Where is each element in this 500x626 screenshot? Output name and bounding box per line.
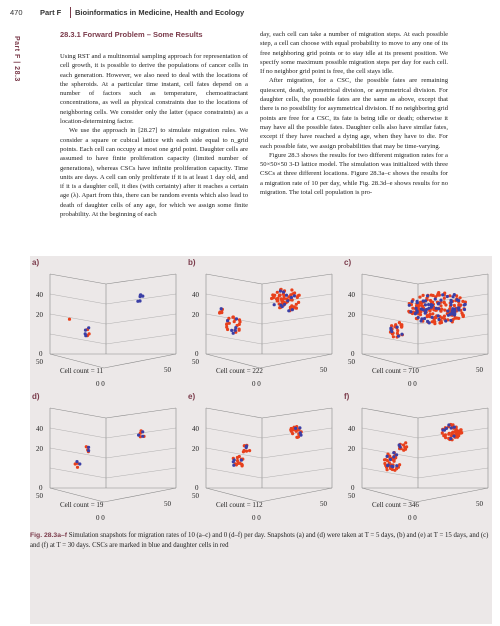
daughter-cell-point	[411, 307, 414, 310]
header-divider	[70, 7, 71, 18]
csc-point	[397, 335, 400, 338]
daughter-cell-point	[290, 304, 293, 307]
daughter-cell-point	[295, 430, 298, 433]
grid-line	[106, 468, 176, 478]
csc-point	[386, 464, 389, 467]
daughter-cell-point	[461, 300, 464, 303]
daughter-cell-point	[459, 432, 462, 435]
axis-line	[262, 274, 332, 284]
figure-panel-d	[30, 392, 182, 520]
csc-point	[395, 464, 398, 467]
tick-label: 0 0	[252, 514, 261, 520]
csc-point	[232, 332, 235, 335]
csc-point	[273, 303, 276, 306]
daughter-cell-point	[296, 296, 299, 299]
daughter-cell-point	[68, 318, 71, 321]
running-header	[10, 8, 490, 22]
csc-point	[290, 296, 293, 299]
panel-label: e)	[188, 392, 196, 401]
csc-point	[395, 453, 398, 456]
csc-point	[420, 317, 423, 320]
axis-line	[50, 274, 106, 284]
grid-line	[106, 314, 176, 324]
csc-point	[437, 307, 440, 310]
tick-label: 50	[348, 358, 355, 366]
panel-label: f)	[344, 392, 350, 401]
csc-point	[424, 312, 427, 315]
daughter-cell-point	[443, 297, 446, 300]
grid-line	[106, 334, 176, 344]
tick-label: 0 0	[252, 380, 261, 386]
paragraph: Using RST and a multinomial sampling approach for representation of cell growth, it is possible to derive the populations of cancer cells in each generation. However, we also need to deal with the locations of the spheroids. At a particular time instant, cell fates depend on a number of factors such as temperature, chemoattractant concentrations, as well as physical constraints due to the locations of neighboring cells. We consider only the latter (space constraints) as a location-determining factor.	[60, 53, 248, 126]
daughter-cell-point	[248, 449, 251, 452]
tick-label: 20	[192, 445, 199, 453]
daughter-cell-point	[433, 319, 436, 322]
daughter-cell-point	[270, 297, 273, 300]
csc-point	[437, 314, 440, 317]
axis-line	[206, 354, 260, 368]
grid-line	[206, 448, 262, 458]
daughter-cell-point	[238, 455, 241, 458]
csc-point	[235, 317, 238, 320]
tick-label: 40	[348, 291, 355, 299]
daughter-cell-point	[238, 462, 241, 465]
csc-point	[286, 299, 289, 302]
grid-line	[262, 468, 332, 478]
axis-line	[206, 274, 262, 284]
axis-line	[206, 488, 260, 502]
tick-label: 50	[192, 492, 199, 500]
caption-text: Simulation snapshots for migration rates of 10 (a–c) and 0 (d–f) per day. Snapshots (a) and (d) were taken at T = 5 days, (b) and (e) at T = 15 days, and (c) and (f) at T = 30 days. CSCs are marked in blue and daughter cells in red	[30, 532, 489, 549]
csc-point	[450, 426, 453, 429]
csc-point	[416, 301, 419, 304]
csc-point	[414, 312, 417, 315]
tick-label: 0 0	[408, 514, 417, 520]
axis-line	[262, 408, 332, 418]
daughter-cell-point	[444, 303, 447, 306]
csc-point	[282, 290, 285, 293]
csc-point	[141, 435, 144, 438]
tick-label: 50	[476, 366, 483, 374]
daughter-cell-point	[392, 335, 395, 338]
tick-label: 40	[348, 425, 355, 433]
grid-line	[206, 428, 262, 438]
panel-label: c)	[344, 258, 352, 267]
scatter-plot	[342, 270, 494, 386]
daughter-cell-point	[76, 466, 79, 469]
daughter-cell-point	[290, 429, 293, 432]
daughter-cell-point	[238, 320, 241, 323]
grid-line	[206, 468, 262, 478]
tick-label: 50	[192, 358, 199, 366]
daughter-cell-point	[455, 430, 458, 433]
daughter-cell-point	[398, 463, 401, 466]
daughter-cell-point	[243, 449, 246, 452]
csc-point	[422, 299, 425, 302]
csc-point	[139, 293, 142, 296]
csc-point	[427, 303, 430, 306]
grid-line	[362, 428, 418, 438]
csc-point	[291, 308, 294, 311]
csc-point	[234, 329, 237, 332]
daughter-cell-point	[443, 309, 446, 312]
tick-label: 50	[36, 492, 43, 500]
csc-point	[87, 326, 90, 329]
csc-point	[452, 295, 455, 298]
csc-point	[411, 300, 414, 303]
csc-point	[87, 446, 90, 449]
axis-line	[362, 354, 416, 368]
grid-line	[50, 468, 106, 478]
daughter-cell-point	[443, 301, 446, 304]
tick-label: 50	[164, 500, 171, 508]
grid-line	[418, 468, 488, 478]
daughter-cell-point	[293, 291, 296, 294]
csc-point	[434, 298, 437, 301]
text-column-right	[260, 30, 448, 197]
grid-line	[362, 314, 418, 324]
book-title: Bioinformatics in Medicine, Health and Ecology	[75, 8, 245, 17]
csc-point	[453, 312, 456, 315]
tick-label: 0 0	[96, 380, 105, 386]
csc-point	[426, 320, 429, 323]
daughter-cell-point	[88, 332, 91, 335]
daughter-cell-point	[442, 434, 445, 437]
csc-point	[234, 326, 237, 329]
cell-count-label: Cell count = 112	[216, 501, 263, 509]
csc-point	[230, 329, 233, 332]
csc-point	[232, 464, 235, 467]
grid-line	[50, 294, 106, 304]
grid-line	[262, 448, 332, 458]
caption-label: Fig. 28.3a–f	[30, 532, 68, 539]
daughter-cell-point	[225, 326, 228, 329]
axis-line	[50, 408, 106, 418]
axis-line	[50, 354, 104, 368]
csc-point	[293, 294, 296, 297]
daughter-cell-point	[280, 297, 283, 300]
csc-point	[426, 294, 429, 297]
csc-point	[245, 445, 248, 448]
daughter-cell-point	[419, 313, 422, 316]
csc-point	[84, 329, 87, 332]
csc-point	[386, 455, 389, 458]
scatter-plot	[186, 404, 338, 520]
tick-label: 0	[351, 484, 355, 492]
csc-point	[417, 316, 420, 319]
csc-point	[446, 309, 449, 312]
tick-label: 0	[195, 350, 199, 358]
panel-label: d)	[32, 392, 40, 401]
csc-point	[439, 299, 442, 302]
figure-panel-f	[342, 392, 494, 520]
csc-point	[298, 426, 301, 429]
figure-panel-a	[30, 258, 182, 386]
csc-point	[87, 449, 90, 452]
csc-point	[431, 316, 434, 319]
daughter-cell-point	[454, 316, 457, 319]
daughter-cell-point	[232, 315, 235, 318]
csc-point	[136, 300, 139, 303]
csc-point	[283, 303, 286, 306]
grid-line	[50, 314, 106, 324]
tick-label: 0 0	[408, 380, 417, 386]
csc-point	[437, 318, 440, 321]
tick-label: 50	[476, 500, 483, 508]
daughter-cell-point	[460, 312, 463, 315]
grid-line	[418, 448, 488, 458]
csc-point	[449, 299, 452, 302]
csc-point	[431, 304, 434, 307]
daughter-cell-point	[459, 296, 462, 299]
daughter-cell-point	[402, 449, 405, 452]
csc-point	[279, 290, 282, 293]
tick-label: 20	[192, 311, 199, 319]
tick-label: 50	[36, 358, 43, 366]
csc-point	[443, 429, 446, 432]
daughter-cell-point	[422, 294, 425, 297]
side-tab: Part F | 28.3	[13, 36, 20, 82]
section-heading: 28.3.1 Forward Problem – Some Results	[60, 30, 203, 39]
figure-panel-e	[186, 392, 338, 520]
axis-line	[206, 408, 262, 418]
axis-line	[50, 488, 104, 502]
daughter-cell-point	[276, 291, 279, 294]
cell-count-label: Cell count = 710	[372, 367, 419, 375]
daughter-cell-point	[295, 307, 298, 310]
daughter-cell-point	[276, 297, 279, 300]
daughter-cell-point	[238, 328, 241, 331]
csc-point	[400, 333, 403, 336]
tick-label: 0	[195, 484, 199, 492]
daughter-cell-point	[402, 443, 405, 446]
figure-panel-b	[186, 258, 338, 386]
daughter-cell-point	[443, 315, 446, 318]
paragraph: After migration, for a CSC, the possible fates are remaining quiescent, death, symmetrical division, or asymmetrical division. For daughter cells, the possible fates are the same as above, except that there is no possibility for asymmetrical division. If no neighboring grid points are free for a CSC, its fate is being idle or death; otherwise it may have all the possible fates. Daughter cells also have similar fates, except if they have reached a dying age, when they have to die. For each possible fate, we assign probabilities that may be time-varying.	[260, 77, 448, 150]
csc-point	[409, 310, 412, 313]
panel-label: a)	[32, 258, 40, 267]
csc-point	[226, 319, 229, 322]
tick-label: 50	[320, 366, 327, 374]
daughter-cell-point	[459, 303, 462, 306]
daughter-cell-point	[457, 317, 460, 320]
csc-point	[463, 303, 466, 306]
csc-point	[285, 294, 288, 297]
csc-point	[137, 434, 140, 437]
tick-label: 40	[192, 425, 199, 433]
tick-label: 40	[36, 291, 43, 299]
tick-label: 20	[36, 445, 43, 453]
part-label: Part F	[40, 8, 62, 17]
csc-point	[441, 293, 444, 296]
daughter-cell-point	[399, 323, 402, 326]
csc-point	[281, 305, 284, 308]
daughter-cell-point	[439, 304, 442, 307]
csc-point	[437, 302, 440, 305]
grid-line	[106, 448, 176, 458]
csc-point	[447, 423, 450, 426]
daughter-cell-point	[428, 314, 431, 317]
daughter-cell-point	[431, 312, 434, 315]
csc-point	[84, 334, 87, 337]
tick-label: 50	[320, 500, 327, 508]
csc-point	[408, 304, 411, 307]
axis-line	[106, 408, 176, 418]
tick-label: 0	[351, 350, 355, 358]
cell-count-label: Cell count = 19	[60, 501, 104, 509]
csc-point	[75, 460, 78, 463]
grid-line	[418, 334, 488, 344]
csc-point	[390, 465, 393, 468]
figure-caption	[30, 531, 492, 550]
grid-line	[50, 428, 106, 438]
csc-point	[452, 435, 455, 438]
csc-point	[423, 317, 426, 320]
cell-count-label: Cell count = 11	[60, 367, 104, 375]
daughter-cell-point	[295, 436, 298, 439]
panel-label: b)	[188, 258, 196, 267]
scatter-plot	[30, 404, 182, 520]
tick-label: 50	[348, 492, 355, 500]
axis-line	[362, 488, 416, 502]
csc-point	[233, 458, 236, 461]
csc-point	[299, 431, 302, 434]
daughter-cell-point	[418, 296, 421, 299]
tick-label: 40	[36, 425, 43, 433]
daughter-cell-point	[421, 305, 424, 308]
grid-line	[262, 314, 332, 324]
daughter-cell-point	[295, 303, 298, 306]
daughter-cell-point	[279, 294, 282, 297]
csc-point	[392, 455, 395, 458]
scatter-plot	[30, 270, 182, 386]
grid-line	[206, 334, 262, 344]
csc-point	[398, 443, 401, 446]
daughter-cell-point	[290, 288, 293, 291]
csc-point	[444, 319, 447, 322]
csc-point	[457, 308, 460, 311]
grid-line	[50, 448, 106, 458]
csc-point	[389, 458, 392, 461]
paragraph: day, each cell can take a number of migration steps. At each possible step, a cell can choose with equal probability to move to any one of its free neighboring grid points or to stay idle at its present position. We specify some maximum possible migration steps per day for each cell. If no neighbor grid point is free, the cell stays idle.	[260, 31, 448, 76]
cell-count-label: Cell count = 346	[372, 501, 419, 509]
csc-point	[220, 307, 223, 310]
daughter-cell-point	[386, 468, 389, 471]
daughter-cell-point	[441, 431, 444, 434]
axis-line	[106, 274, 176, 284]
daughter-cell-point	[433, 322, 436, 325]
axis-line	[418, 274, 488, 284]
daughter-cell-point	[440, 308, 443, 311]
grid-line	[50, 334, 106, 344]
csc-point	[427, 307, 430, 310]
tick-label: 50	[164, 366, 171, 374]
text-column-left	[60, 30, 248, 219]
figure-panel-c	[342, 258, 494, 386]
paragraph: We use the approach in [28.27] to simulate migration rules. We consider a square or cubical lattice with each side equal to n_grid points. Each cell can occupy at most one grid point. Daughter cells are assumed to have finite proliferation capacity (limited number of generations), whereas CSCs have infinite proliferation capacity. Time units are days. A cell can only proliferate if it is at least 1 day old, and if it is a daughter cell, it dies (with certainty) after it reaches a certain age (λ). Apart from this, there can be random events which also lead to death of daughter cells of any age, for which we assign some finite probability. At the beginning of each	[60, 127, 248, 219]
csc-point	[457, 299, 460, 302]
csc-point	[424, 303, 427, 306]
daughter-cell-point	[405, 445, 408, 448]
csc-point	[287, 309, 290, 312]
grid-line	[262, 334, 332, 344]
tick-label: 0	[39, 484, 43, 492]
paragraph: Figure 28.3 shows the results for two different migration rates for a 50×50×50 3-D lattice model. The simulation was initialized with three CSCs at three different locations. Figure 28.3a–c shows the results for a migration rate of 10 per day, while Fig. 28.3d–e shows results for no migration. The total cell population is pro-	[260, 151, 448, 197]
cell-count-label: Cell count = 222	[216, 367, 263, 375]
tick-label: 0 0	[96, 514, 105, 520]
tick-label: 0	[39, 350, 43, 358]
csc-point	[240, 459, 243, 462]
daughter-cell-point	[437, 291, 440, 294]
csc-point	[449, 437, 452, 440]
daughter-cell-point	[453, 304, 456, 307]
daughter-cell-point	[273, 294, 276, 297]
csc-point	[463, 308, 466, 311]
csc-point	[449, 319, 452, 322]
grid-line	[206, 294, 262, 304]
daughter-cell-point	[291, 432, 294, 435]
tick-label: 20	[348, 445, 355, 453]
csc-point	[453, 426, 456, 429]
csc-point	[78, 462, 81, 465]
csc-point	[396, 326, 399, 329]
axis-line	[362, 274, 418, 284]
axis-line	[418, 408, 488, 418]
csc-point	[141, 430, 144, 433]
csc-point	[389, 328, 392, 331]
daughter-cell-point	[447, 433, 450, 436]
csc-point	[449, 303, 452, 306]
csc-point	[446, 295, 449, 298]
csc-point	[294, 427, 297, 430]
tick-label: 20	[36, 311, 43, 319]
tick-label: 40	[192, 291, 199, 299]
csc-point	[392, 451, 395, 454]
tick-label: 20	[348, 311, 355, 319]
axis-line	[362, 408, 418, 418]
page-number: 470	[10, 8, 23, 17]
grid-line	[362, 334, 418, 344]
scatter-plot	[186, 270, 338, 386]
scatter-plot	[342, 404, 494, 520]
